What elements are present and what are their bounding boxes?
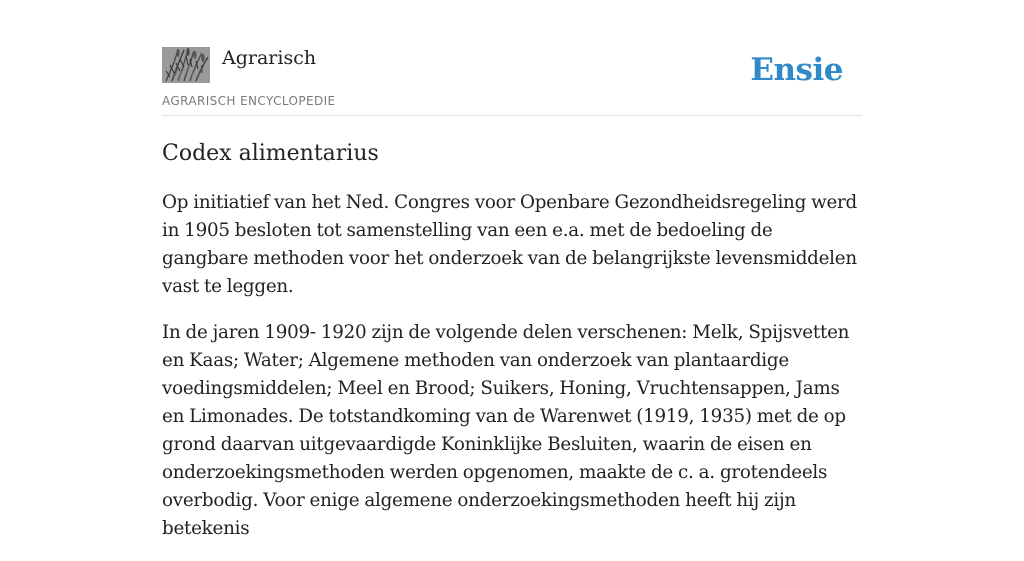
entry-content bbox=[162, 138, 862, 561]
entry-paragraph-2: In de jaren 1909- 1920 zijn de volgende delen verschenen: Melk, Spijsvetten en Kaas; Water; Algemene methoden van onderzoek van plantaardige voedingsmiddelen; Meel en Brood; Suikers, Honing, Vruchtensappen, Jams en Limonades. De totstandkoming van de Warenwet (1919, 1935) met de op grond daarvan uitgevaardigde Koninklijke Besluiten, waarin de eisen en onderzoekingsmethoden werden opgenomen, maakte de c. a. grotendeels overbodig. Voor enige algemene onderzoekingsmethoden heeft hij zijn betekenis bbox=[162, 322, 850, 539]
ensie-brand-logo[interactable]: Ensie bbox=[750, 52, 843, 88]
entry-title: Codex alimentarius bbox=[162, 141, 379, 166]
source-name-link[interactable]: Agrarisch bbox=[222, 47, 317, 69]
entry-paragraph-1: Op initiatief van het Ned. Congres voor Openbare Gezondheidsregeling werd in 1905 besloten tot samenstelling van een e.a. met de bedoeling de gangbare methoden voor het onderzoek van de belangrijkste levensmiddelen vast te leggen. bbox=[162, 192, 857, 297]
source-header bbox=[162, 44, 862, 116]
wheat-engraving-icon[interactable] bbox=[162, 47, 210, 83]
source-subtitle: AGRARISCH ENCYCLOPEDIE bbox=[162, 94, 336, 108]
